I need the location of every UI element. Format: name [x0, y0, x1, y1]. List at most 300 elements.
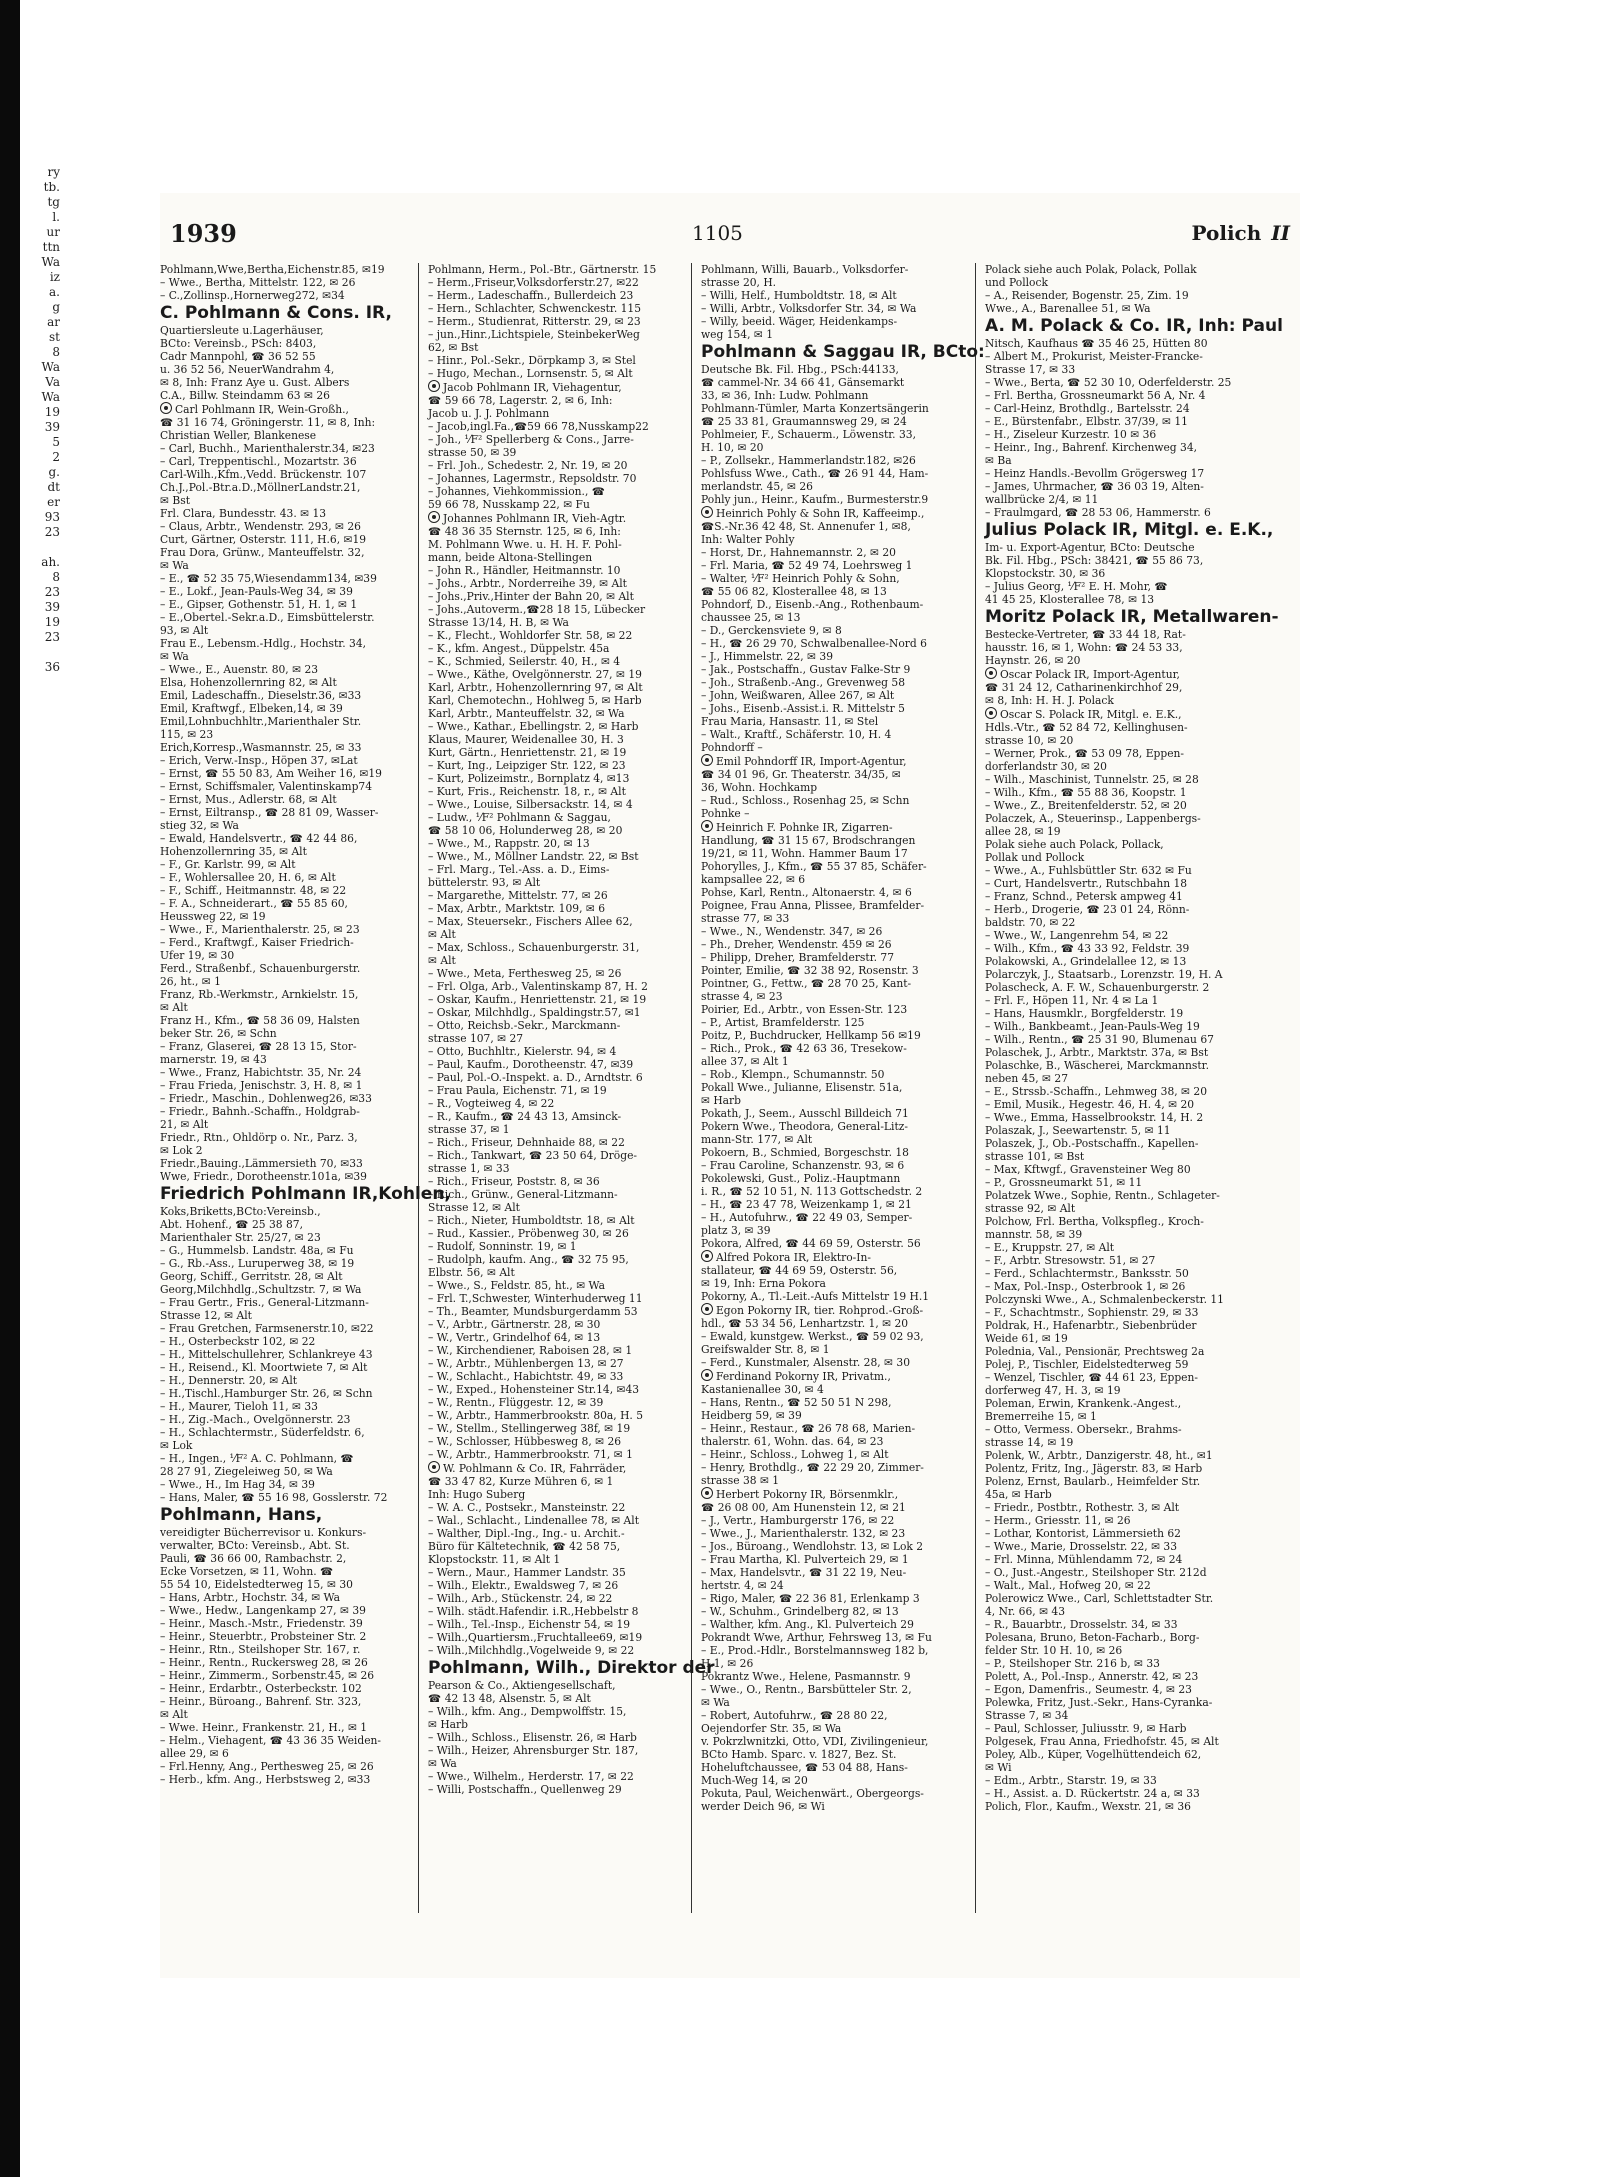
entry-text: Pohlsfuss Wwe., Cath., ☎ 26 91 44, Ham-: [701, 467, 929, 480]
directory-entry-line: [701, 1735, 951, 1748]
entry-text: strasse 37, ✉ 1: [428, 1123, 510, 1136]
directory-entry-line: [160, 1747, 410, 1760]
entry-text: – Frl. Bertha, Grossneumarkt 56 A, Nr. 4: [985, 389, 1206, 402]
entry-text: Polaszak, J., Seewartenstr. 5, ✉ 11: [985, 1124, 1171, 1137]
entry-text: Emil, Kraftwgf., Elbeken,14, ✉ 39: [160, 702, 343, 715]
directory-entry-line: [701, 1461, 951, 1474]
directory-entry-line: [160, 728, 410, 741]
entry-text: M. Pohlmann Wwe. u. H. H. F. Pohl-: [428, 538, 622, 551]
entry-text: – Th., Beamter, Mundsburgerdamm 53: [428, 1305, 638, 1318]
directory-entry-line: [701, 1120, 951, 1133]
directory-entry-line: [160, 949, 410, 962]
directory-entry-line: [701, 559, 951, 572]
entry-text: Karl, Arbtr., Hohenzollernring 97, ✉ Alt: [428, 681, 643, 694]
directory-entry-line: [160, 585, 410, 598]
directory-entry-line: [985, 1124, 1235, 1137]
entry-text: – Curt, Handelsvertr., Rutschbahn 18: [985, 877, 1188, 890]
directory-entry-line: [428, 1201, 678, 1214]
entry-text: – W., Exped., Hohensteiner Str.14, ✉43: [428, 1383, 640, 1396]
directory-entry-line: [160, 363, 410, 376]
directory-entry-line: [160, 676, 410, 689]
directory-entry-line: [428, 1032, 678, 1045]
entry-text: – W., Schuhm., Grindelberg 82, ✉ 13: [701, 1605, 899, 1618]
entry-text: Pokrandt Wwe, Arthur, Fehrsweg 13, ✉ Fu: [701, 1631, 932, 1644]
entry-text: – Hans, Maler, ☎ 55 16 98, Gosslerstr. 72: [160, 1491, 388, 1504]
directory-entry-line: [701, 754, 951, 768]
entry-text: – Herm., Studienrat, Ritterstr. 29, ✉ 23: [428, 315, 641, 328]
directory-entry-line: [160, 871, 410, 884]
entry-text: – Kurt, Ing., Leipziger Str. 122, ✉ 23: [428, 759, 626, 772]
directory-column-2: [428, 263, 715, 1796]
entry-text: – Wilh. städt.Hafendir. i.R.,Hebbelstr 8: [428, 1605, 639, 1618]
directory-entry-line: [701, 1042, 951, 1055]
directory-entry-line: [428, 629, 678, 642]
previous-page-text: 23: [44, 585, 60, 599]
entry-text: – Wern., Maur., Hammer Landstr. 35: [428, 1566, 626, 1579]
directory-entry-line: [160, 1565, 410, 1578]
directory-entry-line: [428, 1266, 678, 1279]
entry-text: 59 66 78, Nusskamp 22, ✉ Fu: [428, 498, 590, 511]
entry-text: Pauli, ☎ 36 66 00, Rambachstr. 2,: [160, 1552, 347, 1565]
entry-text: – W., Arbtr., Hammerbrookstr. 71, ✉ 1: [428, 1448, 633, 1461]
entry-text: Polak siehe auch Polack, Pollack,: [985, 838, 1164, 851]
directory-entry-line: [428, 980, 678, 993]
previous-page-text: 2: [52, 450, 60, 464]
entry-text: ☎ 55 06 82, Klosterallee 48, ✉ 13: [701, 585, 887, 598]
directory-entry-line: [160, 1604, 410, 1617]
entry-text: Pohndorf, D., Eisenb.-Ang., Rothenbaum-: [701, 598, 924, 611]
directory-entry-line: [428, 915, 678, 928]
entry-text: – W., Rentn., Flüggestr. 12, ✉ 39: [428, 1396, 604, 1409]
entry-text: ✉ 8, Inh: H. H. J. Polack: [985, 694, 1114, 707]
directory-entry-line: [160, 624, 410, 637]
directory-entry-line: [701, 1501, 951, 1514]
entry-text: – K., Flecht., Wohldorfer Str. 58, ✉ 22: [428, 629, 633, 642]
directory-entry-line: [701, 860, 951, 873]
entry-text: Klaus, Maurer, Weidenallee 30, H. 3: [428, 733, 624, 746]
directory-entry-line: [160, 1539, 410, 1552]
entry-text: C.A., Billw. Steindamm 63 ✉ 26: [160, 389, 330, 402]
entry-text: Christian Weller, Blankenese: [160, 429, 317, 442]
directory-entry-line: [985, 1605, 1235, 1618]
entry-text: Herbert Pokorny IR, Börsenmklr.,: [716, 1488, 899, 1501]
directory-entry-line: [701, 1657, 951, 1670]
directory-entry-line: [428, 1770, 678, 1783]
directory-entry-line: [701, 1303, 951, 1317]
directory-entry-line: [701, 598, 951, 611]
directory-entry-line: [160, 689, 410, 702]
directory-entry-line: [985, 1059, 1235, 1072]
directory-entry-line: [160, 1387, 410, 1400]
directory-entry-line: [428, 1692, 678, 1705]
directory-entry-line: [428, 1058, 678, 1071]
entry-text: Strasse 12, ✉ Alt: [428, 1201, 520, 1214]
directory-entry-line: [985, 580, 1235, 593]
directory-entry-line: [701, 676, 951, 689]
entry-text: – P., Grossneumarkt 51, ✉ 11: [985, 1176, 1143, 1189]
directory-entry-line: [428, 954, 678, 967]
entry-text: felder Str. 10 H. 10, ✉ 26: [985, 1644, 1123, 1657]
directory-entry-line: [160, 1231, 410, 1244]
entry-text: – John R., Händler, Heitmannstr. 10: [428, 564, 621, 577]
entry-text: – Carl, Treppentischl., Mozartstr. 36: [160, 455, 357, 468]
directory-entry-line: [701, 728, 951, 741]
directory-entry-line: [160, 962, 410, 975]
entry-text: 36, Wohn. Hochkamp: [701, 781, 818, 794]
entry-text: – E.,Obertel.-Sekr.a.D., Eimsbüttelerstr.: [160, 611, 375, 624]
directory-entry-line: [428, 1175, 678, 1188]
previous-page-text: 8: [52, 570, 60, 584]
directory-entry-line: [428, 863, 678, 876]
directory-entry-line: [160, 1452, 410, 1465]
directory-entry-line: [160, 663, 410, 676]
directory-entry-line: [985, 1618, 1235, 1631]
directory-entry-line: [701, 1761, 951, 1774]
registered-firm-icon: [701, 1487, 713, 1499]
entry-text: 93, ✉ Alt: [160, 624, 209, 637]
entry-text: – John, Weißwaren, Allee 267, ✉ Alt: [701, 689, 895, 702]
entry-text: – Friedr., Maschin., Dohlenweg26, ✉33: [160, 1092, 372, 1105]
directory-entry-line: [428, 590, 678, 603]
previous-page-text: 23: [44, 525, 60, 539]
entry-text: ✉ Wa: [428, 1757, 457, 1770]
directory-entry-line: [701, 1487, 951, 1501]
directory-entry-line: [985, 1319, 1235, 1332]
entry-text: 62, ✉ Bst: [428, 341, 479, 354]
entry-text: platz 3, ✉ 39: [701, 1224, 771, 1237]
entry-text: ☎ 58 10 06, Holunderweg 28, ✉ 20: [428, 824, 623, 837]
entry-text: Polakowski, A., Grindelallee 12, ✉ 13: [985, 955, 1187, 968]
directory-entry-line: [428, 1292, 678, 1305]
column-divider: [418, 263, 419, 1913]
directory-entry-line: [428, 564, 678, 577]
entry-text: – Frau Gretchen, Farmsenerstr.10, ✉22: [160, 1322, 374, 1335]
directory-column-4: [985, 263, 1283, 1813]
entry-text: Julius Polack IR, Mitgl. e. E.K.,: [985, 520, 1274, 540]
directory-entry-line: [985, 1501, 1235, 1514]
directory-entry-line: [428, 772, 678, 785]
directory-entry-line: [985, 1683, 1235, 1696]
directory-entry-line: [428, 1214, 678, 1227]
directory-entry-line: [428, 433, 678, 446]
entry-text: – Ernst, ☎ 55 50 83, Am Weiher 16, ✉19: [160, 767, 382, 780]
directory-entry-line: [701, 847, 951, 860]
entry-text: – Joh., ⅟F² Spellerberg & Cons., Jarre-: [428, 433, 634, 446]
entry-text: – H., Assist. a. D. Rückertstr. 24 a, ✉ 33: [985, 1787, 1200, 1800]
entry-text: – Wwe., Hedw., Langenkamp 27, ✉ 39: [160, 1604, 366, 1617]
entry-text: – R., Kaufm., ☎ 24 43 13, Amsinck-: [428, 1110, 622, 1123]
entry-text: strasse 92, ✉ Alt: [985, 1202, 1076, 1215]
directory-entry-line: [985, 480, 1235, 493]
entry-text: Marienthaler Str. 25/27, ✉ 23: [160, 1231, 321, 1244]
entry-text: – J., Himmelstr. 22, ✉ 39: [701, 650, 833, 663]
directory-entry-line: [160, 1617, 410, 1630]
directory-entry-line: [160, 455, 410, 468]
directory-entry-line: [428, 1527, 678, 1540]
entry-text: marnerstr. 19, ✉ 43: [160, 1053, 267, 1066]
entry-text: – F., Gr. Karlstr. 99, ✉ Alt: [160, 858, 296, 871]
entry-text: – Wwe. Heinr., Frankenstr. 21, H., ✉ 1: [160, 1721, 368, 1734]
directory-entry-line: [428, 876, 678, 889]
directory-entry-line: [160, 402, 410, 416]
entry-text: – Lothar, Kontorist, Lämmersieth 62: [985, 1527, 1181, 1540]
entry-text: Frau Dora, Grünw., Manteuffelstr. 32,: [160, 546, 365, 559]
scan-edge: [0, 0, 20, 2177]
entry-text: – G., Rb.-Ass., Luruperweg 38, ✉ 19: [160, 1257, 355, 1270]
entry-text: u. 36 52 56, NeuerWandrahm 4,: [160, 363, 335, 376]
previous-page-text: 5: [52, 435, 60, 449]
directory-entry-line: [701, 938, 951, 951]
entry-text: Curt, Gärtner, Osterstr. 111, H.6, ✉19: [160, 533, 367, 546]
entry-text: ☎ 59 66 78, Lagerstr. 2, ✉ 6, Inh:: [428, 394, 613, 407]
entry-text: und Pollock: [985, 276, 1048, 289]
entry-text: stallateur, ☎ 44 69 59, Osterstr. 56,: [701, 1264, 898, 1277]
entry-text: i. R., ☎ 52 10 51, N. 113 Gottschedstr. 2: [701, 1185, 923, 1198]
entry-text: – K., Schmied, Seilerstr. 40, H., ✉ 4: [428, 655, 621, 668]
entry-text: Pollak und Pollock: [985, 851, 1085, 864]
entry-text: ✉ Lok 2: [160, 1144, 203, 1157]
directory-entry-line: [985, 1527, 1235, 1540]
entry-text: – Wilh., Rentn., ☎ 25 31 90, Blumenau 67: [985, 1033, 1214, 1046]
directory-entry-line: [428, 1019, 678, 1032]
entry-text: – P., Artist, Bramfelderstr. 125: [701, 1016, 865, 1029]
directory-entry-line: [160, 1066, 410, 1079]
entry-text: 115, ✉ 23: [160, 728, 214, 741]
entry-text: Wwe, Friedr., Dorotheenstr.101a, ✉39: [160, 1170, 367, 1183]
registered-firm-icon: [701, 1303, 713, 1315]
registered-firm-icon: [428, 511, 440, 523]
previous-page-text: 8: [52, 345, 60, 359]
entry-text: Poitz, P., Buchdrucker, Hellkamp 56 ✉19: [701, 1029, 921, 1042]
entry-text: Polaschke, B., Wäscherei, Marckmannstr.: [985, 1059, 1209, 1072]
directory-entry-line: [160, 1348, 410, 1361]
directory-entry-line: [428, 551, 678, 564]
entry-text: – Jos., Büroang., Wendlohstr. 13, ✉ Lok 2: [701, 1540, 924, 1553]
directory-entry-line: [701, 1029, 951, 1042]
entry-text: Carl-Wilh.,Kfm.,Vedd. Brückenstr. 107: [160, 468, 367, 481]
directory-entry-line: [701, 1800, 951, 1813]
directory-entry-line: [428, 511, 678, 525]
entry-text: ✉ Wa: [160, 559, 189, 572]
entry-text: Büro für Kältetechnik, ☎ 42 58 75,: [428, 1540, 621, 1553]
entry-text: – Joh., Straßenb.-Ang., Grevenweg 58: [701, 676, 905, 689]
entry-text: H. 10, ✉ 20: [701, 441, 764, 454]
registered-firm-icon: [160, 402, 172, 414]
directory-entry-line: [985, 760, 1235, 773]
entry-text: Ferd., Straßenbf., Schauenburgerstr.: [160, 962, 361, 975]
entry-text: – Carl, Buchh., Marienthalerstr.34, ✉23: [160, 442, 375, 455]
directory-entry-line: [160, 1491, 410, 1504]
directory-entry-line: [428, 1579, 678, 1592]
directory-entry-line: [160, 494, 410, 507]
entry-text: Frl. Clara, Bundesstr. 43. ✉ 13: [160, 507, 327, 520]
directory-entry-line: [428, 1592, 678, 1605]
entry-text: weg 154, ✉ 1: [701, 328, 774, 341]
directory-entry-line: [428, 1679, 678, 1692]
directory-entry-line: [428, 616, 678, 629]
entry-text: Friedr.,Bauing.,Lämmersieth 70, ✉33: [160, 1157, 363, 1170]
directory-entry-line: [985, 289, 1235, 302]
directory-entry-line: [428, 1383, 678, 1396]
entry-text: Pohlmann, Herm., Pol.-Btr., Gärtnerstr. 15: [428, 263, 657, 276]
directory-entry-line: [428, 289, 678, 302]
entry-text: Polgesek, Frau Anna, Friedhofstr. 45, ✉ Alt: [985, 1735, 1219, 1748]
entry-text: – Otto, Buchhltr., Kielerstr. 94, ✉ 4: [428, 1045, 617, 1058]
directory-entry-line: [701, 1369, 951, 1383]
entry-text: Oscar S. Polack IR, Mitgl. e. E.K.,: [1000, 708, 1182, 721]
entry-text: 26, ht., ✉ 1: [160, 975, 221, 988]
directory-entry-line: [701, 1774, 951, 1787]
entry-text: 21, ✉ Alt: [160, 1118, 209, 1131]
entry-text: – H., Reisend., Kl. Moortwiete 7, ✉ Alt: [160, 1361, 368, 1374]
directory-entry-line: [160, 832, 410, 845]
entry-text: – jun.,Hinr.,Lichtspiele, SteinbekerWeg: [428, 328, 640, 341]
entry-text: hausstr. 16, ✉ 1, Wohn: ☎ 24 53 33,: [985, 641, 1183, 654]
entry-text: baldstr. 70, ✉ 22: [985, 916, 1076, 929]
entry-text: – Herm., Ladeschaffn., Bullerdeich 23: [428, 289, 634, 302]
directory-entry-line: [160, 1092, 410, 1105]
previous-page-text: 23: [44, 630, 60, 644]
directory-entry-line: [428, 941, 678, 954]
directory-entry-line: [985, 890, 1235, 903]
directory-entry-line: [701, 1107, 951, 1120]
directory-entry-line: [985, 1709, 1235, 1722]
directory-entry-line: [428, 824, 678, 837]
entry-text: – Max, Steuersekr., Fischers Allee 62,: [428, 915, 633, 928]
directory-entry-line: [985, 1033, 1235, 1046]
entry-text: – Wilh., Elektr., Ewaldsweg 7, ✉ 26: [428, 1579, 619, 1592]
directory-entry-line: [428, 850, 678, 863]
directory-entry-line: [160, 1643, 410, 1656]
entry-text: Poleman, Erwin, Krankenk.-Angest.,: [985, 1397, 1182, 1410]
directory-entry-line: [160, 754, 410, 767]
directory-entry-line: [701, 794, 951, 807]
directory-entry-line: [701, 1172, 951, 1185]
directory-entry-line: [160, 1296, 410, 1309]
entry-text: – Ph., Dreher, Wendenstr. 459 ✉ 26: [701, 938, 892, 951]
entry-text: Polatzek Wwe., Sophie, Rentn., Schlageter-: [985, 1189, 1220, 1202]
entry-text: Kastanienallee 30, ✉ 4: [701, 1383, 824, 1396]
directory-entry-line: [701, 1081, 951, 1094]
directory-entry-line: [160, 715, 410, 728]
entry-text: – Wenzel, Tischler, ☎ 44 61 23, Eppen-: [985, 1371, 1199, 1384]
directory-entry-line: [985, 1553, 1235, 1566]
directory-entry-line: [701, 506, 951, 520]
entry-text: – Philipp, Dreher, Bramfelderstr. 77: [701, 951, 895, 964]
entry-text: beker Str. 26, ✉ Schn: [160, 1027, 277, 1040]
entry-text: Karl, Chemotechn., Hohlweg 5, ✉ Harb: [428, 694, 642, 707]
directory-entry-line: [985, 1761, 1235, 1774]
entry-text: Franz H., Kfm., ☎ 58 36 09, Halsten: [160, 1014, 360, 1027]
directory-entry-line: [428, 1435, 678, 1448]
entry-text: Koks,Briketts,BCto:Vereinsb.,: [160, 1205, 321, 1218]
entry-text: – Willi, Arbtr., Volksdorfer Str. 34, ✉ Wa: [701, 302, 917, 315]
directory-entry-line: [985, 681, 1235, 694]
directory-entry-line: [160, 1478, 410, 1491]
entry-text: – Hans, Rentn., ☎ 52 50 51 N 298,: [701, 1396, 892, 1409]
directory-entry-line: [985, 1657, 1235, 1670]
directory-entry-line: [985, 415, 1235, 428]
entry-text: Pokuta, Paul, Weichenwärt., Obergeorgs-: [701, 1787, 924, 1800]
directory-entry-line: [428, 1631, 678, 1644]
entry-text: ☎ 42 13 48, Alsenstr. 5, ✉ Alt: [428, 1692, 591, 1705]
entry-text: Karl, Arbtr., Manteuffelstr. 32, ✉ Wa: [428, 707, 625, 720]
entry-text: – Fraulmgard, ☎ 28 53 06, Hammerstr. 6: [985, 506, 1211, 519]
entry-text: – Hern., Schlachter, Schwenckestr. 115: [428, 302, 642, 315]
entry-text: – H., Mittelschullehrer, Schlankreye 43: [160, 1348, 373, 1361]
directory-entry-line: [160, 1283, 410, 1296]
entry-text: Pokoern, B., Schmied, Borgeschstr. 18: [701, 1146, 909, 1159]
entry-text: – Frau Caroline, Schanzenstr. 93, ✉ 6: [701, 1159, 905, 1172]
directory-entry-line: [985, 606, 1279, 628]
entry-text: – Frau Martha, Kl. Pulverteich 29, ✉ 1: [701, 1553, 909, 1566]
directory-entry-line: [428, 1162, 678, 1175]
directory-entry-line: [985, 1254, 1235, 1267]
directory-entry-line: [701, 1709, 951, 1722]
directory-entry-line: [701, 428, 951, 441]
entry-text: W. Pohlmann & Co. IR, Fahrräder,: [443, 1462, 627, 1475]
entry-text: – Johannes, Lagermstr., Repsoldstr. 70: [428, 472, 637, 485]
directory-entry-line: [160, 1400, 410, 1413]
entry-text: – H., Zig.-Mach., Ovelgönnerstr. 23: [160, 1413, 351, 1426]
directory-entry-line: [701, 1514, 951, 1527]
entry-text: – Heinr., Schloss., Lohweg 1, ✉ Alt: [701, 1448, 889, 1461]
directory-entry-line: [985, 694, 1235, 707]
entry-text: – V., Arbtr., Gärtnerstr. 28, ✉ 30: [428, 1318, 601, 1331]
previous-page-text: iz: [49, 270, 60, 284]
directory-entry-line: [985, 1722, 1235, 1735]
entry-text: Klopstockstr. 30, ✉ 36: [985, 567, 1106, 580]
entry-text: – Kurt, Fris., Reichenstr. 18, r., ✉ Alt: [428, 785, 626, 798]
entry-text: – Wwe., S., Feldstr. 85, ht., ✉ Wa: [428, 1279, 605, 1292]
directory-entry-line: [701, 1356, 951, 1369]
entry-text: ☎ 34 01 96, Gr. Theaterstr. 34/35, ✉: [701, 768, 901, 781]
entry-text: – Max, Pol.-Insp., Osterbrook 1, ✉ 26: [985, 1280, 1186, 1293]
entry-text: Pohnke –: [701, 807, 750, 820]
entry-text: – Herm., Griesstr. 11, ✉ 26: [985, 1514, 1131, 1527]
entry-text: – H., ☎ 26 29 70, Schwalbenallee-Nord 6: [701, 637, 927, 650]
entry-text: – Johs., Arbtr., Norderreihe 39, ✉ Alt: [428, 577, 627, 590]
entry-text: – Wilh., Arb., Stückenstr. 24, ✉ 22: [428, 1592, 613, 1605]
entry-text: Kurt, Gärtn., Henriettenstr. 21, ✉ 19: [428, 746, 627, 759]
previous-page-text: dt: [47, 480, 60, 494]
entry-text: – Rudolph, kaufm. Ang., ☎ 32 75 95,: [428, 1253, 629, 1266]
directory-entry-line: [428, 759, 678, 772]
directory-entry-line: [428, 642, 678, 655]
directory-entry-line: [701, 415, 951, 428]
directory-entry-line: [160, 481, 410, 494]
entry-text: Elsa, Hohenzollernring 82, ✉ Alt: [160, 676, 337, 689]
entry-text: Polascheck, A. F. W., Schauenburgerstr. 2: [985, 981, 1210, 994]
directory-entry-line: [428, 1149, 678, 1162]
entry-text: kampsallee 22, ✉ 6: [701, 873, 806, 886]
entry-text: – Heinr., Rtn., Steilshoper Str. 167, r.: [160, 1643, 361, 1656]
entry-text: Ch.J.,Pol.-Btr.a.D.,MöllnerLandstr.21,: [160, 481, 361, 494]
entry-text: – Hans, Hausmklr., Borgfelderstr. 19: [985, 1007, 1184, 1020]
entry-text: – F., Wohlersallee 20, H. 6, ✉ Alt: [160, 871, 336, 884]
directory-entry-line: [428, 1253, 678, 1266]
entry-text: strasse 4, ✉ 23: [701, 990, 783, 1003]
entry-text: – Rich., Friseur, Poststr. 8, ✉ 36: [428, 1175, 600, 1188]
entry-text: Emil,Lohnbuchhltr.,Marienthaler Str.: [160, 715, 362, 728]
entry-text: – Frl. F., Höpen 11, Nr. 4 ✉ La 1: [985, 994, 1159, 1007]
directory-entry-line: [160, 276, 410, 289]
directory-entry-line: [701, 925, 951, 938]
directory-entry-line: [160, 611, 410, 624]
entry-text: – Helm., Viehagent, ☎ 43 36 35 Weiden-: [160, 1734, 382, 1747]
directory-entry-line: [985, 994, 1235, 1007]
directory-entry-line: [160, 858, 410, 871]
